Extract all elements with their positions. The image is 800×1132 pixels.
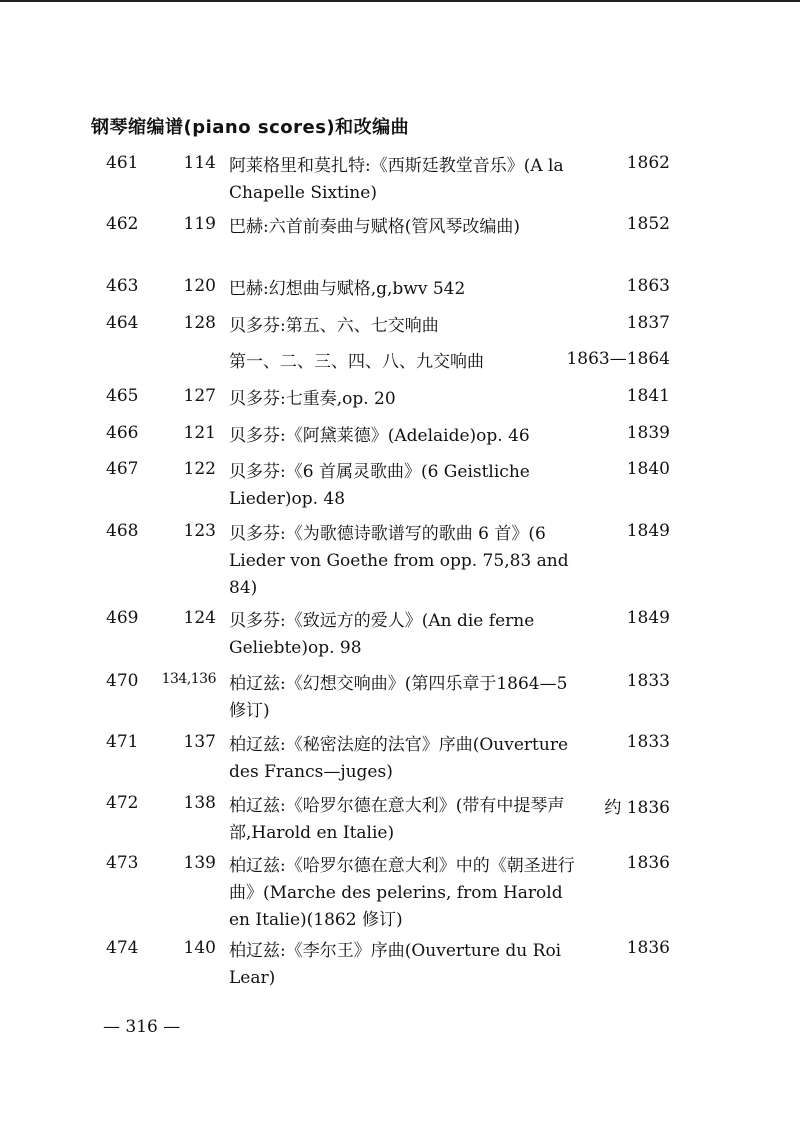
entry-number: 468 xyxy=(106,521,139,541)
entry-page: 128 xyxy=(183,313,216,333)
entry-page: 134,136 xyxy=(161,671,216,687)
entry-page: 139 xyxy=(183,853,216,873)
entry-number: 472 xyxy=(106,793,139,813)
entry-page: 124 xyxy=(183,608,216,628)
entry-page: 114 xyxy=(183,153,216,173)
entry-year: 约 1836 xyxy=(604,798,670,818)
entry-title: 贝多芬:第五、六、七交响曲 xyxy=(229,316,439,336)
entry-year: 1836 xyxy=(626,853,670,873)
entry-title: 贝多芬:《6 首属灵歌曲》(6 Geistliche Lieder)op. 48 xyxy=(229,462,530,509)
entry-page: 119 xyxy=(183,214,216,234)
entry-number: 463 xyxy=(106,276,139,296)
entry-number: 462 xyxy=(106,214,139,234)
entry-page: 122 xyxy=(183,459,216,479)
entry-title: 柏辽兹:《幻想交响曲》(第四乐章于1864—5 修订) xyxy=(229,674,568,721)
entry-number: 464 xyxy=(106,313,139,333)
entry-year: 1839 xyxy=(626,423,670,443)
page-number: — 316 — xyxy=(103,1017,181,1037)
entry-title: 贝多芬:《致远方的爱人》(An die ferne Geliebte)op. 98 xyxy=(229,611,535,658)
top-rule xyxy=(0,0,800,2)
entry-title: 贝多芬:《阿黛莱德》(Adelaide)op. 46 xyxy=(229,426,530,446)
entry-year: 1833 xyxy=(626,671,670,691)
entry-year: 1841 xyxy=(626,386,670,406)
entry-title: 阿莱格里和莫扎特:《西斯廷教堂音乐》(A la Chapelle Sixtine) xyxy=(229,156,564,203)
entry-year: 1849 xyxy=(626,521,670,541)
entry-title: 贝多芬:七重奏,op. 20 xyxy=(229,389,396,409)
entry-number: 467 xyxy=(106,459,139,479)
entry-page: 138 xyxy=(183,793,216,813)
entry-title: 柏辽兹:《哈罗尔德在意大利》(带有中提琴声部,Harold en Italie) xyxy=(229,796,565,843)
entry-year: 1862 xyxy=(626,153,670,173)
entry-title: 第一、二、三、四、八、九交响曲 xyxy=(229,352,484,372)
entry-page: 140 xyxy=(183,938,216,958)
entry-title: 柏辽兹:《李尔王》序曲(Ouverture du Roi Lear) xyxy=(229,941,562,988)
entry-number: 461 xyxy=(106,153,139,173)
entry-number: 471 xyxy=(106,732,139,752)
entry-number: 470 xyxy=(106,671,139,691)
entry-number: 474 xyxy=(106,938,139,958)
entry-number: 465 xyxy=(106,386,139,406)
entry-title: 巴赫:幻想曲与赋格,g,bwv 542 xyxy=(229,279,466,299)
entry-number: 466 xyxy=(106,423,139,443)
entry-page: 127 xyxy=(183,386,216,406)
entry-number: 473 xyxy=(106,853,139,873)
entry-year: 1863 xyxy=(626,276,670,296)
entry-title: 柏辽兹:《秘密法庭的法官》序曲(Ouverture des Francs—juges) xyxy=(229,735,569,782)
entry-page: 120 xyxy=(183,276,216,296)
entry-year: 1840 xyxy=(626,459,670,479)
entry-page: 121 xyxy=(183,423,216,443)
entry-year: 1852 xyxy=(626,214,670,234)
entry-page: 123 xyxy=(183,521,216,541)
entry-page: 137 xyxy=(183,732,216,752)
entry-number: 469 xyxy=(106,608,139,628)
entry-year: 1849 xyxy=(626,608,670,628)
entry-title: 柏辽兹:《哈罗尔德在意大利》中的《朝圣进行曲》(Marche des pelerins, from Harold en Italie)(1862 修订) xyxy=(229,856,575,930)
entry-year: 1863—1864 xyxy=(566,349,670,369)
section-heading: 钢琴缩编谱(piano scores)和改编曲 xyxy=(91,117,410,138)
entry-year: 1837 xyxy=(626,313,670,333)
entry-year: 1833 xyxy=(626,732,670,752)
entry-year: 1836 xyxy=(626,938,670,958)
entry-title: 巴赫:六首前奏曲与赋格(管风琴改编曲) xyxy=(229,217,520,237)
entry-title: 贝多芬:《为歌德诗歌谱写的歌曲 6 首》(6 Lieder von Goethe from opp. 75,83 and 84) xyxy=(229,524,569,598)
